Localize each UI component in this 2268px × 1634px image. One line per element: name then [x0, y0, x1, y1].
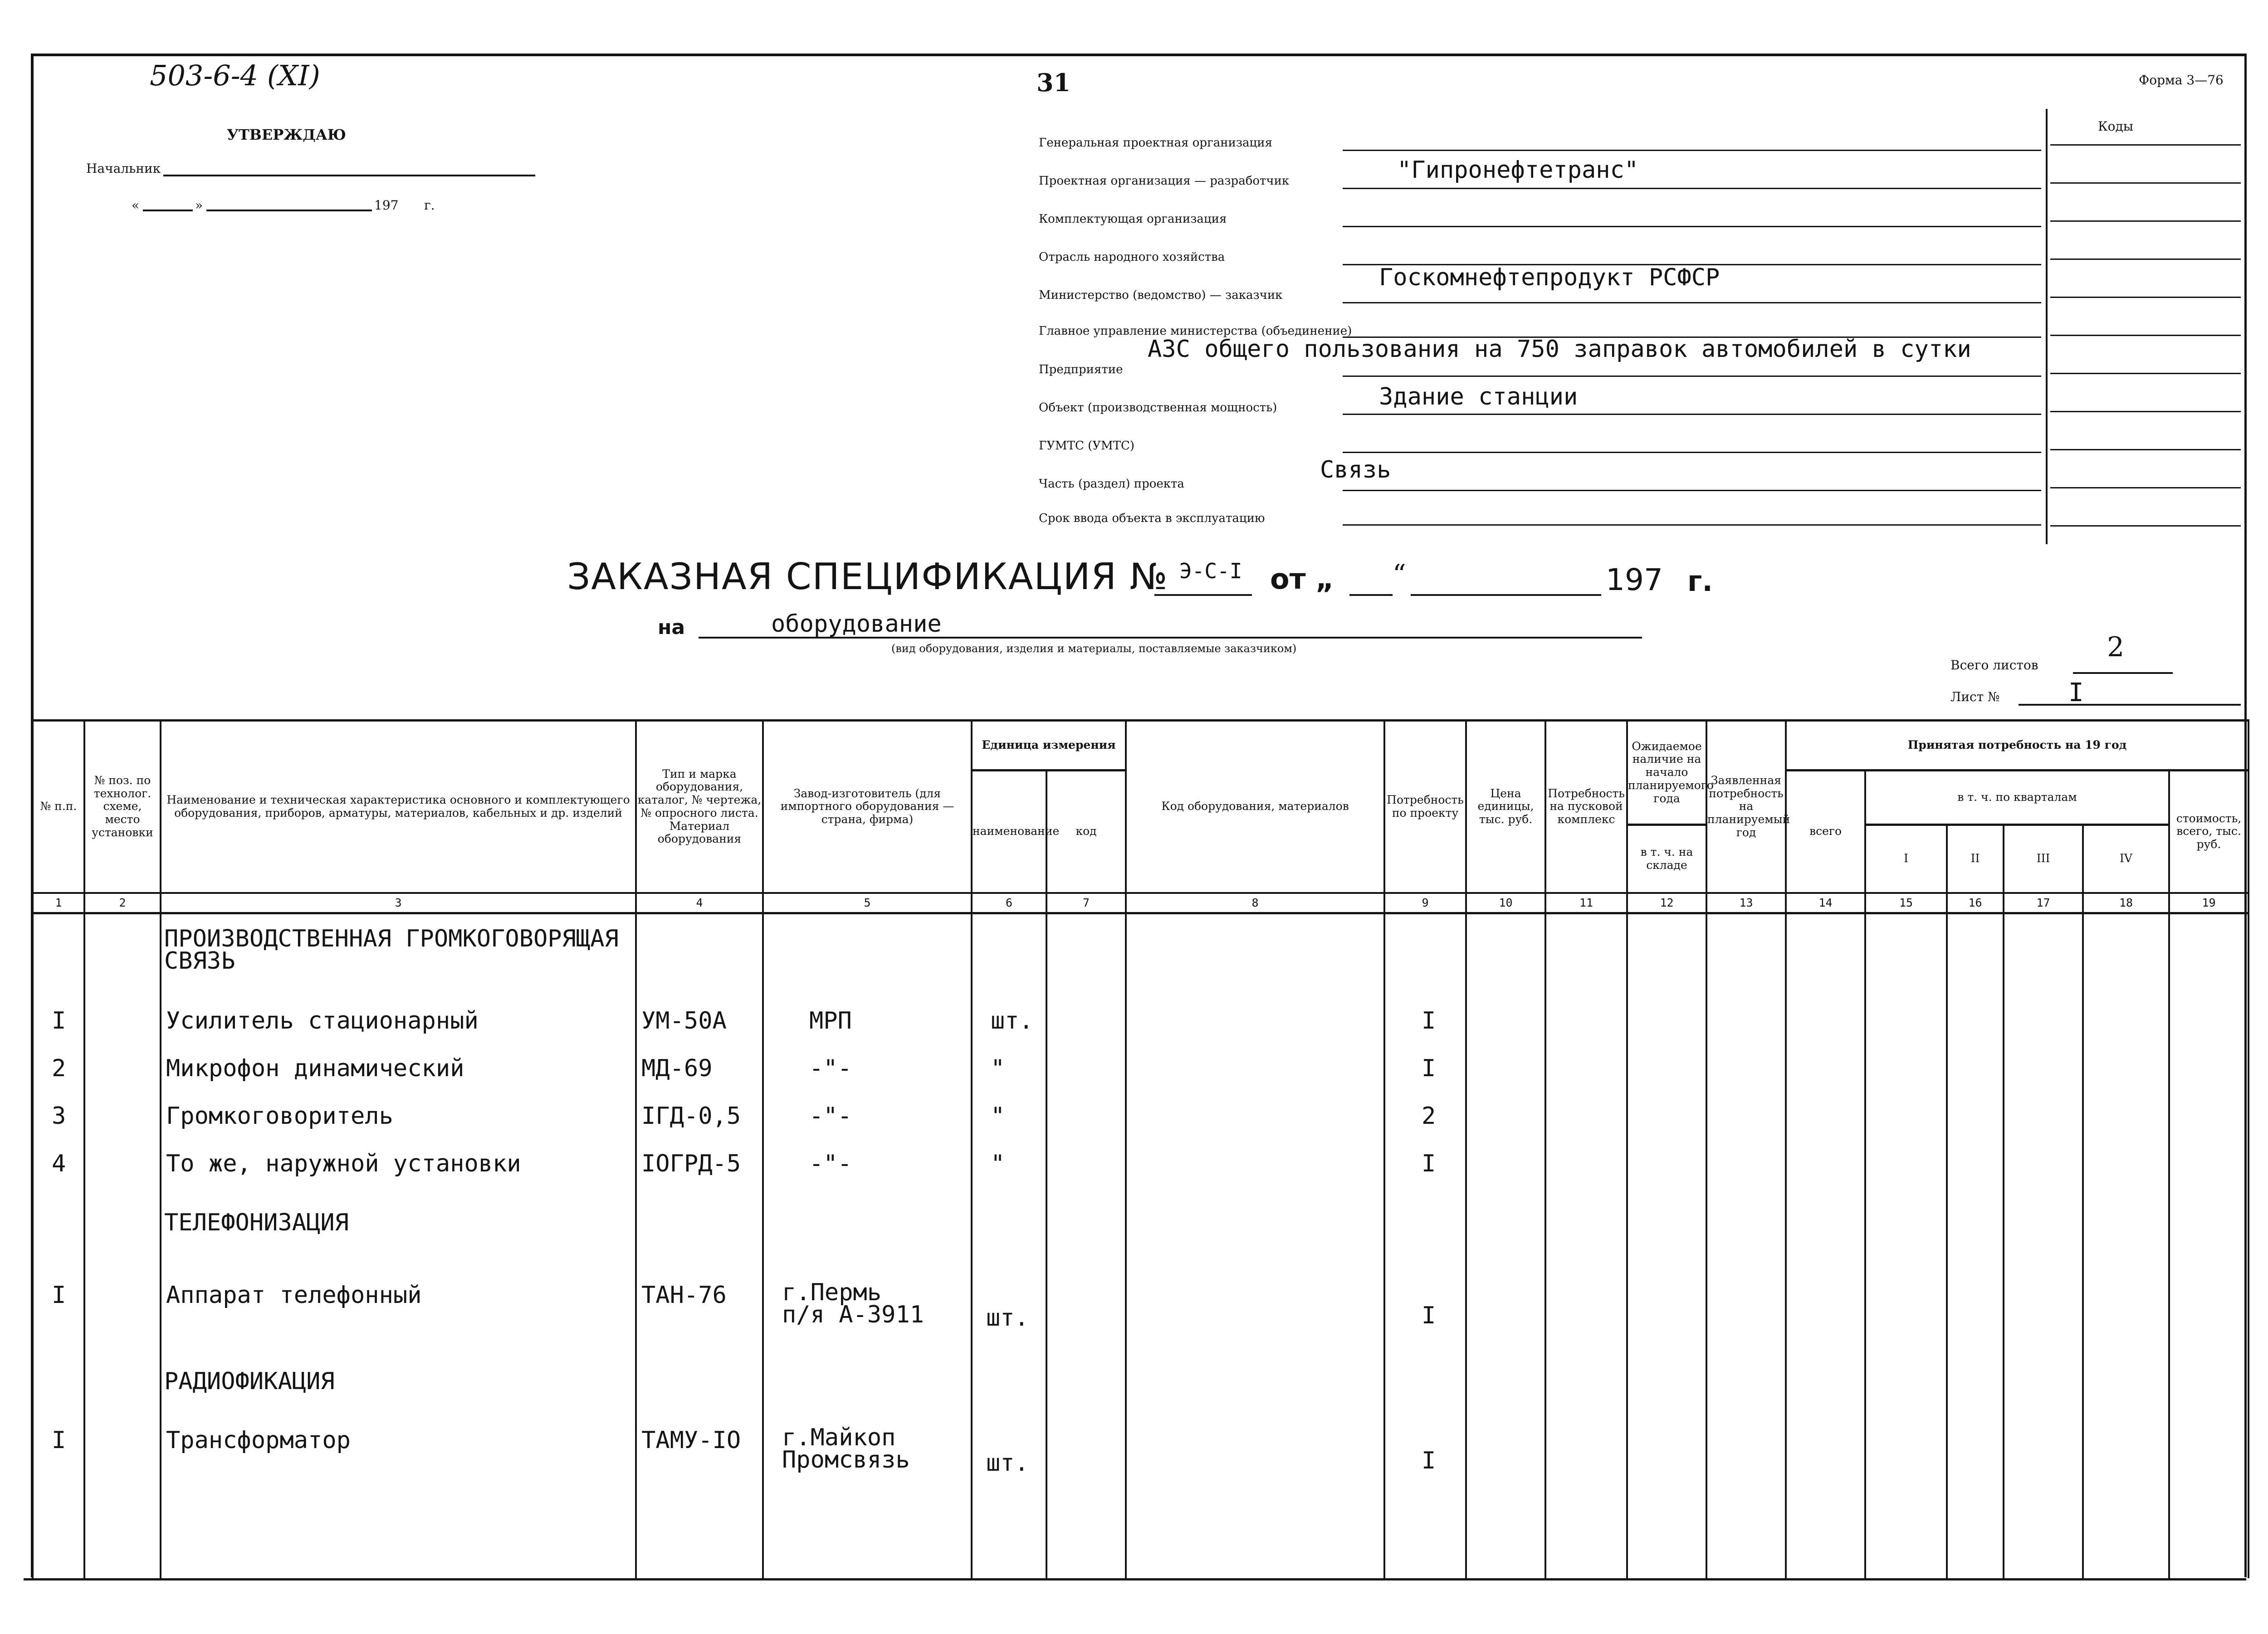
item-unit: " [991, 1054, 1005, 1082]
code-line [2050, 144, 2241, 146]
field-line-enterprise [1343, 376, 2041, 377]
item-unit: шт. [986, 1449, 1029, 1477]
body-cell-manufacturer [763, 913, 972, 1578]
spec-date-quote: “ [1393, 559, 1406, 590]
body-cell-position [84, 913, 161, 1578]
body-cell-declared [1706, 913, 1786, 1578]
approval-year: 197 [374, 198, 399, 213]
spec-number: Э-С-I [1179, 559, 1242, 583]
code-line [2050, 487, 2241, 488]
specification-table [32, 719, 2249, 1578]
column-number: 19 [2169, 893, 2248, 913]
code-line [2050, 220, 2241, 222]
item-manufacturer: МРП [809, 1007, 852, 1034]
item-manufacturer: -"- [809, 1054, 852, 1082]
header-quarter-2: II [1947, 825, 2004, 893]
item-manufacturer: г.Пермь п/я А-3911 [782, 1278, 924, 1328]
item-quantity: I [1422, 1054, 1436, 1082]
item-number: I [52, 1281, 66, 1309]
column-number: 13 [1706, 893, 1786, 913]
header-quarter-3: III [2004, 825, 2083, 893]
spec-for-value: оборудование [771, 610, 942, 638]
spec-title: ЗАКАЗНАЯ СПЕЦИФИКАЦИЯ № [567, 556, 1168, 598]
approval-heading: УТВЕРЖДАЮ [227, 126, 346, 143]
header-name: Наименование и техническая характеристика основного и комплектующего оборудования, приборов, арматуры, материалов, кабельных и др. изделий [161, 721, 636, 893]
code-line [2050, 373, 2241, 374]
body-cell-price [1466, 913, 1545, 1578]
item-quantity: I [1422, 1447, 1436, 1474]
approval-date-open: « [132, 198, 140, 213]
field-line-ministry [1343, 302, 2041, 303]
item-unit: " [991, 1150, 1005, 1177]
field-label-supply-org: Комплектующая организация [1039, 212, 1227, 226]
header-quarter-1: I [1865, 825, 1947, 893]
field-label-ministry: Министерство (ведомство) — заказчик [1039, 288, 1283, 302]
column-number: 6 [972, 893, 1046, 913]
spec-year-suffix: г. [1687, 565, 1713, 598]
approval-year-suffix: г. [424, 198, 435, 213]
chief-label: Начальник [86, 161, 161, 176]
section-heading: РАДИОФИКАЦИЯ [164, 1367, 335, 1395]
column-number: 12 [1627, 893, 1706, 913]
total-sheets-value: 2 [2107, 631, 2125, 663]
body-cell-startup [1545, 913, 1627, 1578]
column-number: 17 [2004, 893, 2083, 913]
header-accepted-need: Принятая потребность на 19 год [1786, 721, 2248, 771]
column-number: 7 [1046, 893, 1126, 913]
frame-top-border [31, 54, 2244, 56]
body-cell-equipment-code [1126, 913, 1384, 1578]
approval-date-close: » [195, 198, 203, 213]
item-name: Усилитель стационарный [166, 1007, 479, 1034]
item-type: МД-69 [641, 1054, 713, 1082]
field-line-commission-date [1343, 524, 2041, 526]
column-number: 5 [763, 893, 972, 913]
code-line [2050, 449, 2241, 450]
body-cell-q2 [1947, 913, 2004, 1578]
item-number: 2 [52, 1054, 66, 1082]
header-unit-group: Единица измерения [972, 721, 1126, 771]
item-type: УМ-50А [641, 1007, 727, 1034]
header-in-warehouse: в т. ч. на складе [1627, 825, 1706, 893]
document-mark: 503-6-4 (XI) [150, 59, 320, 92]
sheet-number-line [2019, 704, 2241, 706]
total-sheets-label: Всего листов [1950, 658, 2038, 673]
item-number: 4 [52, 1150, 66, 1177]
field-value-project-part: Связь [1320, 456, 1391, 483]
sheet-number-label: Лист № [1950, 689, 2000, 704]
codes-column-divider [2046, 109, 2048, 544]
header-unit-price: Цена единицы, тыс. руб. [1466, 721, 1545, 893]
field-line-supply-org [1343, 226, 2041, 227]
item-unit: шт. [991, 1007, 1033, 1034]
field-value-object: Здание станции [1379, 383, 1578, 410]
field-value-enterprise: АЗС общего пользования на 750 заправок автомобилей в сутки [1148, 336, 1971, 363]
field-label-main-dept: Главное управление министерства (объединение) [1039, 324, 1352, 338]
codes-heading: Коды [2098, 119, 2134, 134]
column-number: 16 [1947, 893, 2004, 913]
item-type: IГД-0,5 [641, 1102, 741, 1130]
code-line [2050, 297, 2241, 298]
spec-number-line [1154, 594, 1252, 596]
header-position: № поз. по технолог. схеме, место установки [84, 721, 161, 893]
header-declared-need: Заявленная потребность на планируемый год [1706, 721, 1786, 893]
body-cell-cost [2169, 913, 2248, 1578]
item-manufacturer: -"- [809, 1102, 852, 1130]
item-name: Трансформатор [166, 1426, 351, 1454]
header-project-need: Потребность по проекту [1384, 721, 1466, 893]
column-number-row [33, 893, 2248, 913]
item-name: Микрофон динамический [166, 1054, 464, 1082]
header-manufacturer: Завод-изготовитель (для импортного оборудования — страна, фирма) [763, 721, 972, 893]
header-expected-stock: Ожидаемое наличие на начало планируемого года [1627, 721, 1706, 825]
item-unit: " [991, 1102, 1005, 1130]
item-manufacturer: -"- [809, 1150, 852, 1177]
table-body-row [33, 913, 2248, 1578]
column-number: 4 [636, 893, 763, 913]
column-number: 9 [1384, 893, 1466, 913]
field-line-object [1343, 414, 2041, 415]
approval-month-line [206, 210, 372, 211]
field-label-gumts: ГУМТС (УМТС) [1039, 439, 1135, 453]
total-sheets-line [2073, 672, 2173, 674]
column-number: 11 [1545, 893, 1627, 913]
header-quarter-4: IV [2083, 825, 2169, 893]
section-heading: ТЕЛЕФОНИЗАЦИЯ [164, 1209, 349, 1236]
spec-from-label: от „ [1270, 562, 1334, 595]
spec-for-caption: (вид оборудования, изделия и материалы, поставляемые заказчиком) [891, 642, 1297, 655]
header-item-number: № п.п. [33, 721, 84, 893]
header-quarters: в т. ч. по кварталам [1865, 771, 2169, 825]
code-line [2050, 182, 2241, 184]
field-label-design-org: Проектная организация — разработчик [1039, 174, 1290, 188]
field-label-commission-date: Срок ввода объекта в эксплуатацию [1039, 512, 1265, 525]
column-number: 8 [1126, 893, 1384, 913]
section-heading: ПРОИЗВОДСТВЕННАЯ ГРОМКОГОВОРЯЩАЯ СВЯЗЬ [164, 925, 619, 975]
item-number: I [52, 1426, 66, 1454]
item-quantity: I [1422, 1302, 1436, 1329]
page-number: 31 [1036, 68, 1071, 97]
item-name: Громкоговоритель [166, 1102, 393, 1130]
body-cell-unit-code [1046, 913, 1126, 1578]
form-label: Форма 3—76 [2139, 73, 2224, 88]
spec-for-label: на [658, 616, 685, 639]
body-cell-total [1786, 913, 1865, 1578]
body-cell-type [636, 913, 763, 1578]
column-number: 1 [33, 893, 84, 913]
frame-bottom-border [24, 1578, 2246, 1580]
chief-signature-line [163, 175, 535, 176]
field-line-gumts [1343, 452, 2041, 453]
body-cell-unit [972, 913, 1046, 1578]
column-number: 14 [1786, 893, 1865, 913]
header-unit-name: наименование [972, 771, 1046, 893]
spec-day-line [1349, 594, 1393, 596]
field-label-enterprise: Предприятие [1039, 363, 1123, 376]
field-label-object: Объект (производственная мощность) [1039, 401, 1277, 415]
header-equipment-code: Код оборудования, материалов [1126, 721, 1384, 893]
item-quantity: 2 [1422, 1102, 1436, 1130]
column-number: 3 [161, 893, 636, 913]
item-unit: шт. [986, 1304, 1029, 1332]
item-type: IОГРД-5 [641, 1150, 741, 1177]
field-label-industry: Отрасль народного хозяйства [1039, 250, 1225, 264]
field-line-design-org [1343, 188, 2041, 189]
column-number: 2 [84, 893, 161, 913]
field-value-design-org: "Гипронефтетранс" [1397, 156, 1639, 184]
column-number: 18 [2083, 893, 2169, 913]
item-manufacturer: г.Майкоп Промсвязь [782, 1424, 910, 1473]
body-cell-q3 [2004, 913, 2083, 1578]
field-value-ministry: Госкомнефтепродукт РСФСР [1379, 264, 1720, 291]
code-line [2050, 259, 2241, 260]
item-quantity: I [1422, 1150, 1436, 1177]
header-type: Тип и марка оборудования, каталог, № чертежа, № опросного листа. Материал оборудования [636, 721, 763, 893]
item-type: ТАН-76 [641, 1281, 727, 1309]
column-number: 15 [1865, 893, 1947, 913]
body-cell-project-need [1384, 913, 1466, 1578]
code-line [2050, 525, 2241, 527]
spec-year: 197 [1606, 562, 1663, 597]
spec-month-line [1411, 594, 1601, 596]
body-cell-name [161, 913, 636, 1578]
code-line [2050, 335, 2241, 336]
sheet-number-value: I [2068, 678, 2084, 707]
item-number: 3 [52, 1102, 66, 1130]
field-line-general-org [1343, 150, 2041, 151]
body-cell-q4 [2083, 913, 2169, 1578]
item-name: То же, наружной установки [166, 1150, 521, 1177]
body-cell-q1 [1865, 913, 1947, 1578]
item-name: Аппарат телефонный [166, 1281, 422, 1309]
field-label-project-part: Часть (раздел) проекта [1039, 477, 1184, 491]
header-unit-code: код [1046, 771, 1126, 893]
column-number: 10 [1466, 893, 1545, 913]
field-label-general-org: Генеральная проектная организация [1039, 136, 1272, 150]
field-line-project-part [1343, 490, 2041, 491]
header-cost-total: стоимость, всего, тыс. руб. [2169, 771, 2248, 893]
header-startup-need: Потребность на пусковой комплекс [1545, 721, 1627, 893]
item-number: I [52, 1007, 66, 1034]
body-cell-item-number [33, 913, 84, 1578]
approval-day-line [143, 210, 193, 211]
body-cell-expected [1627, 913, 1706, 1578]
item-quantity: I [1422, 1007, 1436, 1034]
code-line [2050, 411, 2241, 412]
header-total: всего [1786, 771, 1865, 893]
item-type: ТАМУ-IO [641, 1426, 741, 1454]
